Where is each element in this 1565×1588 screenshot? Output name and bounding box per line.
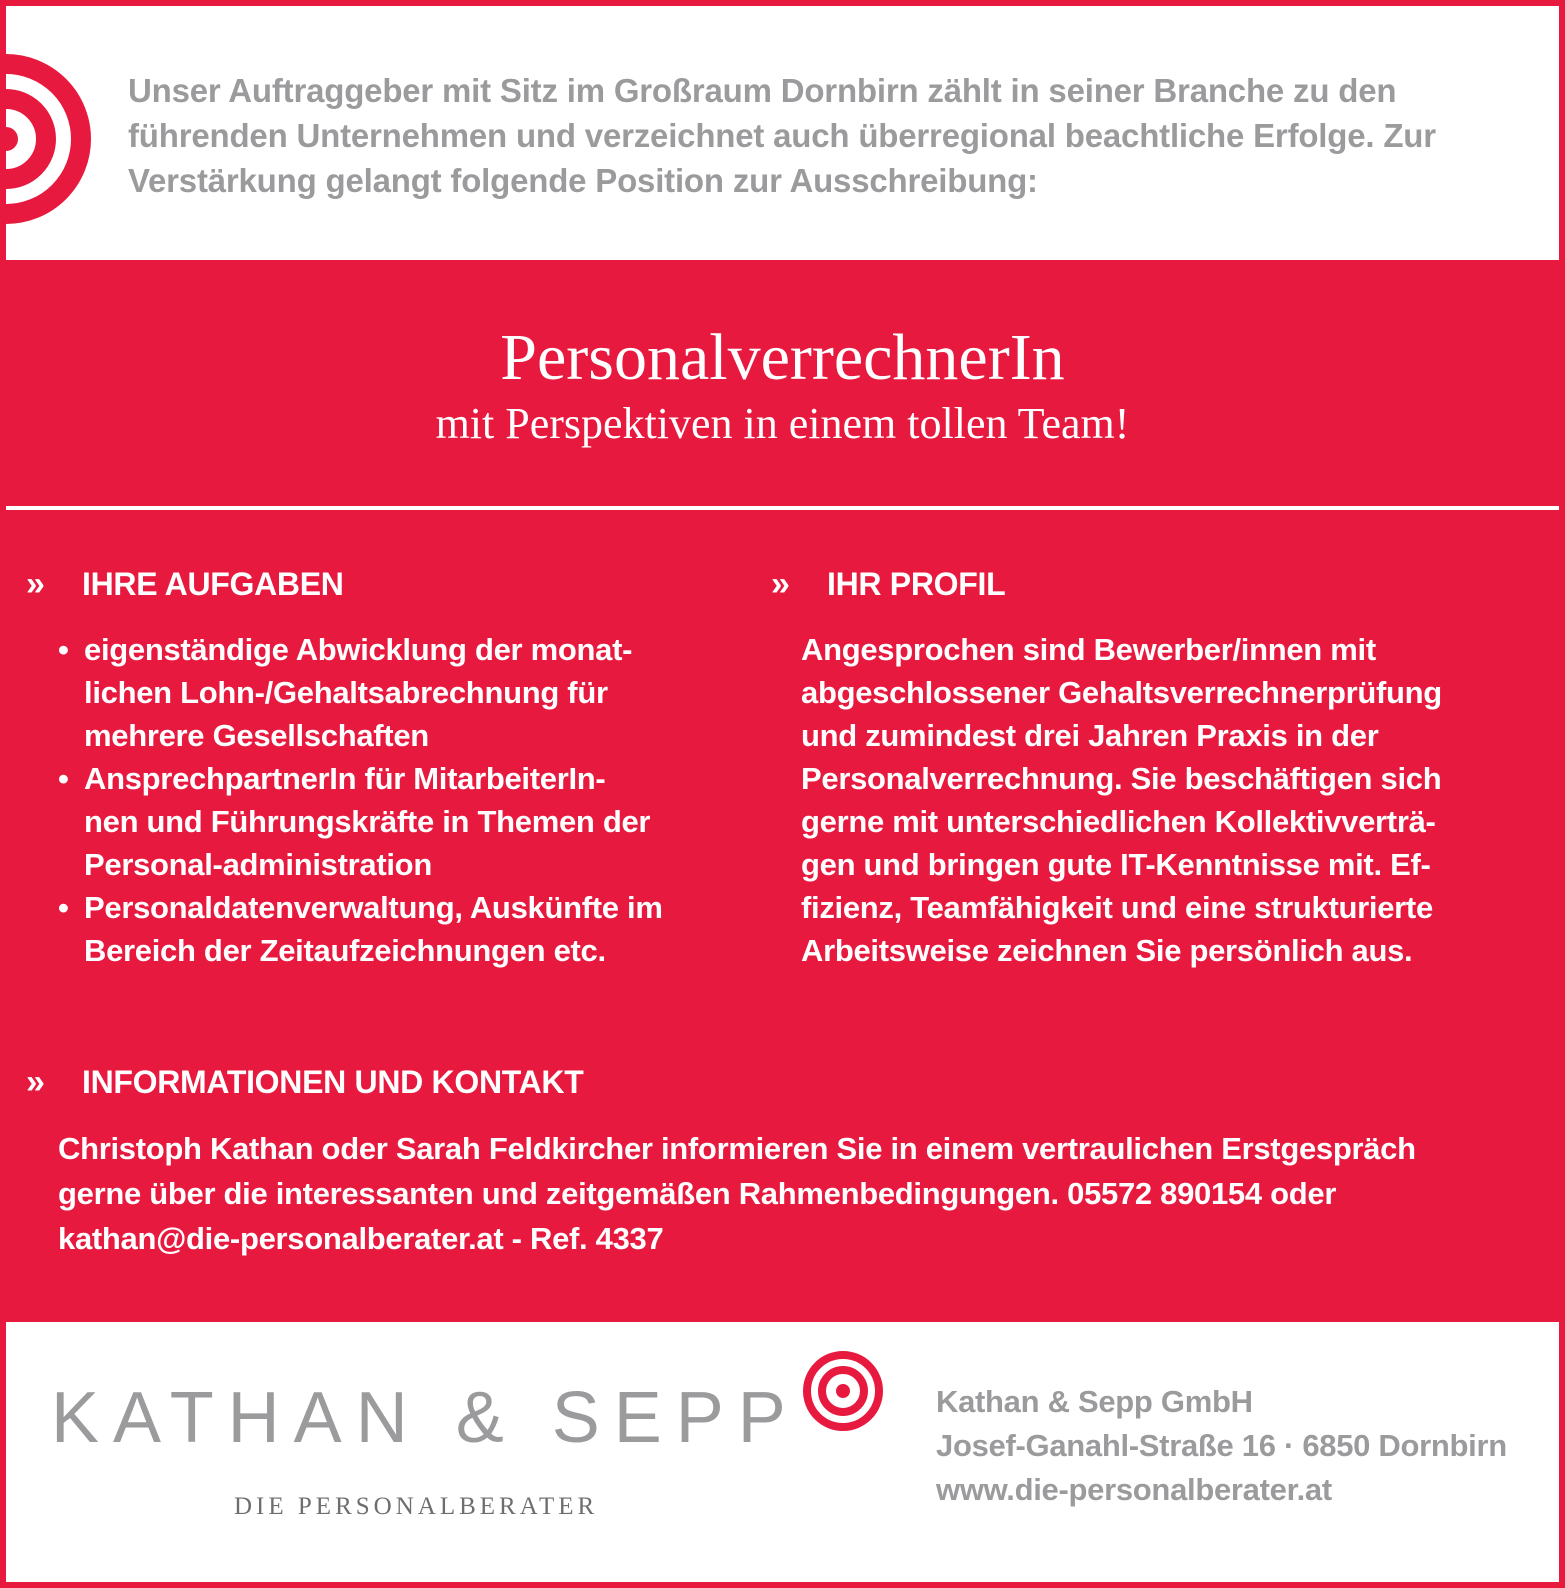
bullet-icon: • [58, 890, 69, 925]
list-item-line: Bereich der Zeitaufzeichnungen etc. [84, 933, 606, 968]
profile-heading-label: IHR PROFIL [827, 566, 1006, 602]
list-item-line: Personal-administration [84, 847, 432, 882]
profile-text [801, 628, 1521, 972]
list-item-line: AnsprechpartnerIn für MitarbeiterIn- [84, 761, 606, 796]
bullet-icon: • [58, 761, 69, 796]
company-address: Josef-Ganahl-Straße 16 · 6850 Dornbirn [936, 1428, 1507, 1463]
intro-text [128, 68, 1458, 203]
contact-heading-label: INFORMATIONEN UND KONTAKT [82, 1064, 584, 1100]
target-rings-icon [801, 1349, 885, 1433]
profile-line: gerne mit unterschiedlichen Kollektivverträ- [801, 804, 1436, 839]
job-title: PersonalverrechnerIn [500, 321, 1065, 394]
bullet-icon: • [58, 632, 69, 667]
profile-line: Arbeitsweise zeichnen Sie persönlich aus. [801, 933, 1413, 968]
company-name: Kathan & Sepp GmbH [936, 1384, 1253, 1419]
intro-line: Verstärkung gelangt folgende Position zur Ausschreibung: [128, 162, 1038, 199]
tasks-heading-label: IHRE AUFGABEN [82, 566, 344, 602]
list-item-line: eigenständige Abwicklung der monat- [84, 632, 633, 667]
profile-line: gen und bringen gute IT-Kenntnisse mit. Ef- [801, 847, 1431, 882]
contact-heading [26, 1062, 584, 1102]
contact-text [58, 1126, 1498, 1261]
divider [6, 506, 1559, 510]
list-item [58, 628, 738, 757]
contact-line: gerne über die interessanten und zeitgemäßen Rahmenbedingungen. 05572 890154 oder [58, 1176, 1337, 1211]
chevron-double-right-icon: » [771, 565, 790, 603]
company-website[interactable]: www.die-personalberater.at [936, 1472, 1332, 1507]
profile-heading [771, 564, 1005, 604]
list-item [58, 886, 738, 972]
logo-tagline: DIE PERSONALBERATER [234, 1493, 599, 1520]
intro-section [6, 6, 1559, 260]
tasks-list [58, 628, 738, 972]
intro-line: Unser Auftraggeber mit Sitz im Großraum Dornbirn zählt in seiner Branche zu den [128, 72, 1397, 109]
target-rings-icon [0, 44, 101, 234]
company-info [936, 1380, 1507, 1512]
contact-line: Christoph Kathan oder Sarah Feldkircher informieren Sie in einem vertraulichen Erstgespräch [58, 1131, 1416, 1166]
profile-line: abgeschlossener Gehaltsverrechnerprüfung [801, 675, 1442, 710]
chevron-double-right-icon: » [26, 565, 45, 603]
profile-line: Angesprochen sind Bewerber/innen mit [801, 632, 1376, 667]
list-item [58, 757, 738, 886]
list-item-line: Personaldatenverwaltung, Auskünfte im [84, 890, 663, 925]
profile-line: und zumindest drei Jahren Praxis in der [801, 718, 1379, 753]
profile-line: fizienz, Teamfähigkeit und eine strukturierte [801, 890, 1433, 925]
tasks-heading [26, 564, 344, 604]
logo-wordmark: KATHAN & SEPP [51, 1378, 800, 1458]
job-subtitle: mit Perspektiven in einem tollen Team! [435, 399, 1130, 448]
list-item-line: mehrere Gesellschaften [84, 718, 429, 753]
list-item-line: lichen Lohn-/Gehaltsabrechnung für [84, 675, 608, 710]
profile-line: Personalverrechnung. Sie beschäftigen sich [801, 761, 1442, 796]
intro-line: führenden Unternehmen und verzeichnet auch überregional beachtliche Erfolge. Zur [128, 117, 1436, 154]
contact-line: kathan@die-personalberater.at - Ref. 4337 [58, 1221, 664, 1256]
list-item-line: nen und Führungskräfte in Themen der [84, 804, 651, 839]
main-band [6, 260, 1559, 1322]
chevron-double-right-icon: » [26, 1063, 45, 1101]
